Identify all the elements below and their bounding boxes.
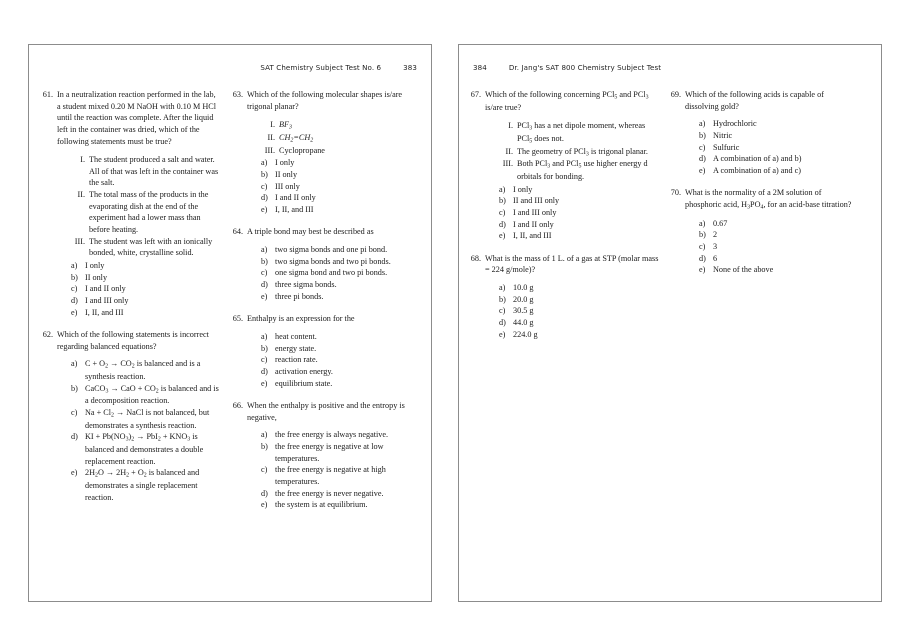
choice-text: 6	[713, 253, 718, 263]
choice-label: c)	[499, 306, 506, 316]
running-head-right	[473, 63, 661, 72]
answer-choice[interactable]	[71, 407, 221, 431]
roman-label: I.	[80, 155, 85, 165]
choice-label: c)	[699, 242, 706, 252]
choice-text: the free energy is negative at high temperatures.	[275, 465, 386, 486]
answer-choice[interactable]	[699, 253, 859, 265]
choice-label: e)	[261, 378, 268, 388]
answer-choice-list	[685, 218, 859, 276]
choice-text: the free energy is negative at low temperatures.	[275, 442, 384, 463]
answer-choice[interactable]	[699, 264, 859, 276]
choice-label: e)	[699, 265, 706, 275]
choice-label: e)	[261, 500, 268, 510]
roman-numeral-list	[247, 119, 411, 156]
question-block	[669, 89, 859, 176]
choice-label: d)	[261, 488, 268, 498]
choice-label: c)	[261, 355, 268, 365]
roman-label: I.	[508, 121, 513, 131]
choice-text: I and II only	[275, 193, 316, 203]
choice-text: I, II, and III	[85, 307, 124, 317]
answer-choice[interactable]	[699, 229, 859, 241]
choice-label: c)	[261, 268, 268, 278]
choice-text: I, II, and III	[513, 231, 552, 241]
answer-choice[interactable]	[261, 499, 411, 511]
roman-label: II.	[77, 190, 85, 200]
roman-label: II.	[267, 132, 275, 142]
question-block	[41, 89, 221, 318]
choice-text: 20.0 g	[513, 294, 534, 304]
question-stem: Which of the following acids is capable of dissolving gold?	[685, 90, 824, 111]
page-number: 383	[403, 63, 417, 72]
roman-text: Cyclopropane	[279, 145, 325, 155]
choice-text: activation energy.	[275, 366, 333, 376]
choice-label: e)	[71, 307, 78, 317]
choice-text: one sigma bond and two pi bonds.	[275, 268, 388, 278]
roman-item	[261, 145, 411, 157]
choice-text: the system is at equilibrium.	[275, 500, 368, 510]
choice-text: the free energy is never negative.	[275, 488, 384, 498]
choice-text: A combination of a) and b)	[713, 154, 802, 164]
choice-label: a)	[71, 359, 78, 369]
column-right-outer	[669, 89, 869, 595]
choice-text: A combination of a) and c)	[713, 165, 801, 175]
answer-choice[interactable]	[499, 219, 659, 231]
answer-choice[interactable]	[699, 130, 859, 142]
choice-text: Sulfuric	[713, 142, 740, 152]
question-body	[247, 89, 411, 215]
choice-text: 0.67	[713, 218, 728, 228]
choice-label: a)	[499, 184, 506, 194]
question-number: 61.	[42, 90, 53, 99]
roman-numeral-list	[57, 154, 221, 259]
answer-choice[interactable]	[261, 378, 411, 390]
choice-label: b)	[699, 130, 706, 140]
answer-choice[interactable]	[699, 142, 859, 154]
question-body	[247, 313, 411, 389]
roman-text: The geometry of PCl$_3$ is trigonal planar.	[517, 146, 648, 157]
question-number: 69.	[670, 90, 681, 99]
choice-label: a)	[261, 158, 268, 168]
question-stem: Which of the following molecular shapes is/are trigonal planar?	[247, 90, 403, 111]
roman-label: III.	[502, 159, 513, 169]
choice-label: a)	[261, 430, 268, 440]
page-right	[458, 44, 882, 602]
answer-choice-list	[247, 331, 411, 389]
answer-choice[interactable]	[261, 343, 411, 355]
choice-text: the free energy is always negative.	[275, 430, 389, 440]
answer-choice[interactable]	[499, 282, 659, 294]
choice-label: a)	[71, 260, 78, 270]
question-number: 63.	[232, 90, 243, 99]
choice-text: 224.0 g	[513, 329, 538, 339]
choice-label: c)	[261, 465, 268, 475]
answer-choice[interactable]	[699, 118, 859, 130]
answer-choice[interactable]	[261, 441, 411, 464]
choice-text: I only	[85, 260, 105, 270]
question-number: 62.	[42, 330, 53, 340]
question-stem: What is the mass of 1 L. of a gas at STP (molar mass = 224 g/mole)?	[485, 253, 659, 275]
answer-choice[interactable]	[261, 256, 411, 268]
choice-label: b)	[261, 169, 268, 179]
answer-choice[interactable]	[499, 317, 659, 329]
roman-item	[499, 158, 659, 182]
question-number: 65.	[232, 314, 243, 324]
question-number: 67.	[470, 90, 481, 99]
choice-label: e)	[699, 165, 706, 175]
answer-choice[interactable]	[71, 260, 221, 272]
running-head-left	[260, 63, 417, 72]
choice-label: d)	[71, 432, 78, 442]
answer-choice[interactable]	[499, 294, 659, 306]
answer-choice[interactable]	[499, 195, 659, 207]
answer-choice[interactable]	[261, 169, 411, 181]
question-number: 66.	[232, 401, 243, 411]
answer-choice[interactable]	[261, 157, 411, 169]
choice-text: I and III only	[85, 295, 129, 305]
roman-item	[71, 189, 221, 236]
question-body	[247, 400, 411, 511]
choice-label: b)	[261, 256, 268, 266]
running-head-title: SAT Chemistry Subject Test No. 6	[260, 63, 382, 72]
choice-label: d)	[261, 366, 268, 376]
choice-text: II only	[275, 169, 298, 179]
column-right-inner	[469, 89, 669, 595]
choice-label: a)	[499, 283, 506, 293]
choice-text: I and II only	[513, 219, 554, 229]
choice-label: d)	[499, 219, 506, 229]
choice-text: II only	[85, 272, 108, 282]
choice-text: 30.5 g	[513, 306, 534, 316]
question-stem: Which of the following concerning PCl$_5$ and PCl$_3$ is/are true?	[485, 90, 649, 112]
question-stem: What is the normality of a 2M solution of phosphoric acid, $H_3PO_4$, for an acid-base titration?	[685, 188, 852, 211]
choice-text: I and II only	[85, 284, 126, 294]
choice-label: d)	[261, 193, 268, 203]
choice-text: Hydrochloric	[713, 119, 757, 129]
answer-choice-list	[485, 282, 659, 340]
answer-choice[interactable]	[261, 192, 411, 204]
question-stem: Which of the following statements is incorrect regarding balanced equations?	[57, 330, 209, 351]
choice-label: c)	[699, 142, 706, 152]
choice-label: a)	[261, 331, 268, 341]
choice-text: $Na + Cl_2$ → NaCl is not balanced, but demonstrates a synthesis reaction.	[85, 408, 210, 430]
question-body	[247, 226, 411, 302]
roman-text: PCl$_3$ has a net dipole moment, whereas PCl$_5$ does not.	[517, 121, 646, 145]
choice-label: d)	[261, 280, 268, 290]
choice-label: b)	[71, 272, 78, 282]
roman-text: The student produced a salt and water. All of that was left in the container was the salt.	[89, 155, 219, 188]
choice-text: reaction rate.	[275, 355, 318, 365]
choice-label: b)	[699, 230, 706, 240]
question-body	[57, 329, 221, 503]
page-right-columns	[459, 89, 881, 595]
choice-text: two sigma bonds and one pi bond.	[275, 245, 388, 255]
answer-choice-list	[57, 358, 221, 503]
answer-choice[interactable]	[261, 204, 411, 216]
question-number: 70.	[670, 188, 681, 198]
question-block	[469, 89, 659, 242]
answer-choice[interactable]	[261, 244, 411, 256]
answer-choice[interactable]	[261, 291, 411, 303]
column-left-outer	[231, 89, 421, 595]
choice-text: I and III only	[513, 207, 557, 217]
choice-label: b)	[261, 343, 268, 353]
roman-label: III.	[74, 236, 85, 246]
roman-text: The total mass of the products in the evaporating dish at the end of the experiment had a lower mass than before heating.	[89, 190, 209, 235]
answer-choice[interactable]	[499, 230, 659, 242]
question-number: 64.	[232, 227, 243, 237]
choice-label: a)	[699, 119, 706, 129]
answer-choice[interactable]	[71, 358, 221, 382]
choice-label: b)	[71, 383, 78, 393]
question-stem: A triple bond may best be described as	[247, 227, 374, 237]
choice-label: d)	[499, 318, 506, 328]
answer-choice[interactable]	[261, 267, 411, 279]
choice-text: two sigma bonds and two pi bonds.	[275, 256, 391, 266]
choice-label: e)	[261, 291, 268, 301]
question-body	[57, 89, 221, 318]
running-head-title: Dr. Jang's SAT 800 Chemistry Subject Test	[508, 63, 662, 72]
choice-label: b)	[499, 294, 506, 304]
choice-label: b)	[499, 196, 506, 206]
choice-label: d)	[71, 295, 78, 305]
question-body	[485, 253, 659, 340]
answer-choice[interactable]	[71, 272, 221, 284]
answer-choice[interactable]	[71, 283, 221, 295]
choice-text: III only	[275, 181, 300, 191]
answer-choice[interactable]	[261, 354, 411, 366]
question-block	[231, 400, 411, 511]
answer-choice-list	[247, 244, 411, 302]
roman-item	[71, 236, 221, 259]
choice-text: 2	[713, 230, 718, 240]
choice-label: c)	[261, 181, 268, 191]
roman-item	[261, 132, 411, 145]
question-block	[669, 187, 859, 276]
choice-text: 44.0 g	[513, 318, 534, 328]
choice-text: I only	[513, 184, 533, 194]
choice-text: $2H_2O \to 2H_2 + O_2$ is balanced and demonstrates a single replacement reaction.	[85, 468, 200, 502]
question-block	[469, 253, 659, 340]
answer-choice-list	[247, 429, 411, 510]
roman-label: II.	[505, 146, 513, 156]
question-body	[685, 187, 859, 276]
choice-label: d)	[699, 253, 706, 263]
answer-choice[interactable]	[261, 488, 411, 500]
question-body	[685, 89, 859, 176]
choice-label: c)	[71, 408, 78, 418]
choice-label: a)	[699, 218, 706, 228]
answer-choice[interactable]	[71, 467, 221, 503]
choice-label: a)	[261, 245, 268, 255]
roman-numeral-list	[485, 120, 659, 182]
answer-choice[interactable]	[699, 241, 859, 253]
choice-text: CaCO$_3$ → CaO + $CO_2$ is balanced and is a decomposition reaction.	[85, 383, 219, 406]
answer-choice[interactable]	[261, 429, 411, 441]
answer-choice[interactable]	[499, 207, 659, 219]
choice-label: e)	[261, 204, 268, 214]
answer-choice-list	[485, 184, 659, 242]
answer-choice[interactable]	[261, 464, 411, 487]
answer-choice[interactable]	[499, 329, 659, 341]
choice-text: II and III only	[513, 196, 560, 206]
answer-choice[interactable]	[261, 366, 411, 378]
choice-text: Nitric	[713, 130, 733, 140]
answer-choice[interactable]	[261, 279, 411, 291]
question-stem: Enthalpy is an expression for the	[247, 314, 355, 324]
choice-text: energy state.	[275, 343, 317, 353]
choice-text: heat content.	[275, 331, 317, 341]
column-left-inner	[41, 89, 231, 595]
roman-text: Both PCl$_3$ and PCl$_5$ use higher energy d orbitals for bonding.	[517, 159, 648, 181]
answer-choice[interactable]	[699, 165, 859, 177]
choice-text: 10.0 g	[513, 283, 534, 293]
answer-choice[interactable]	[699, 153, 859, 165]
choice-text: I, II, and III	[275, 204, 314, 214]
roman-label: III.	[264, 145, 275, 155]
question-stem: In a neutralization reaction performed in the lab, a student mixed 0.20 M NaOH with 0.10 M HCl until the reaction was complete. After the liquid left in the container was dried, which of the following statements must be true?	[57, 90, 216, 146]
answer-choice[interactable]	[71, 307, 221, 319]
page-number: 384	[473, 63, 487, 72]
roman-item	[499, 120, 659, 145]
roman-label: I.	[270, 120, 275, 130]
choice-text: $C + O_2 \to CO_2$ is balanced and is a synthesis reaction.	[85, 359, 201, 382]
roman-text: $CH_2=CH_2$	[279, 132, 314, 144]
roman-item	[71, 154, 221, 189]
choice-text: I only	[275, 158, 295, 168]
question-block	[231, 89, 411, 215]
choice-text: KI + $Pb(NO_3)_2 \to PbI_2 + KNO_3$ is balanced and demonstrates a double replacement reaction.	[85, 432, 204, 466]
question-block	[231, 226, 411, 302]
choice-text: 3	[713, 242, 718, 252]
choice-text: None of the above	[713, 265, 774, 275]
answer-choice-list	[685, 118, 859, 176]
roman-text: The student was left with an ionically bonded, white, crystalline solid.	[89, 236, 213, 258]
roman-item	[499, 146, 659, 159]
answer-choice-list	[247, 157, 411, 215]
question-number: 68.	[470, 253, 481, 263]
roman-item	[261, 119, 411, 132]
page-left	[28, 44, 432, 602]
question-block	[41, 329, 221, 503]
answer-choice[interactable]	[261, 181, 411, 193]
choice-label: c)	[499, 207, 506, 217]
choice-label: d)	[699, 154, 706, 164]
page-left-columns	[29, 89, 431, 595]
answer-choice[interactable]	[71, 383, 221, 407]
choice-label: b)	[261, 442, 268, 452]
question-block	[231, 313, 411, 389]
question-body	[485, 89, 659, 242]
answer-choice[interactable]	[699, 218, 859, 230]
answer-choice[interactable]	[261, 331, 411, 343]
choice-label: e)	[499, 329, 506, 339]
choice-text: equilibrium state.	[275, 378, 333, 388]
choice-text: three pi bonds.	[275, 291, 324, 301]
answer-choice[interactable]	[71, 431, 221, 467]
answer-choice[interactable]	[499, 305, 659, 317]
roman-text: $BF_3$	[279, 120, 292, 131]
question-stem: When the enthalpy is positive and the entropy is negative,	[247, 401, 405, 422]
choice-label: e)	[71, 468, 78, 478]
choice-label: c)	[71, 284, 78, 294]
answer-choice[interactable]	[71, 295, 221, 307]
answer-choice[interactable]	[499, 184, 659, 196]
answer-choice-list	[57, 260, 221, 318]
choice-text: three sigma bonds.	[275, 280, 337, 290]
choice-label: e)	[499, 231, 506, 241]
